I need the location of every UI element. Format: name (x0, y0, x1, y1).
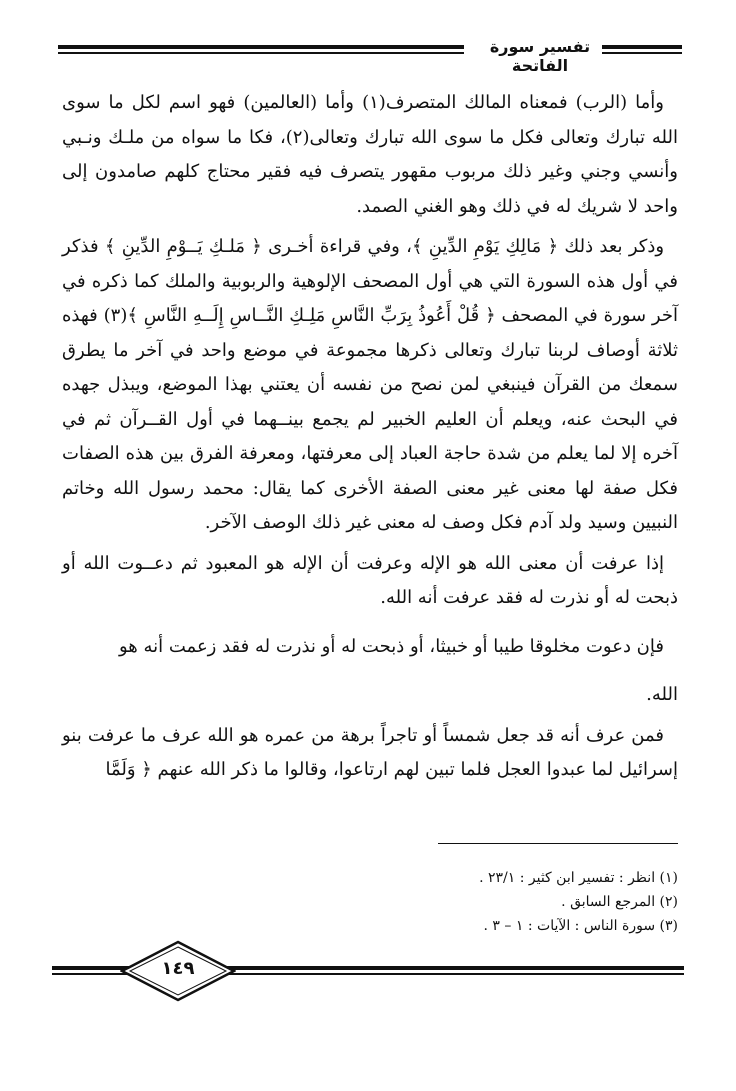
footnote-3: (٣) سورة الناس : الآيات : ١ – ٣ . (483, 918, 678, 934)
paragraph-text: إذا عرفت أن معنى الله هو الإله وعرفت أن الإله هو المعبود ثم دعــوت الله أو ذبحت له أو نذرت له فقد عرفت أنه الله. (62, 552, 678, 608)
header-title: تفسير سورة الفاتحة (489, 37, 591, 75)
header-rule-right (602, 45, 682, 55)
paragraph-israil (62, 719, 678, 788)
page-number: ١٤٩ (161, 958, 195, 979)
paragraph-text: وأما (الرب) فمعناه المالك المتصرف(١) وأما (العالمين) فهو اسم لكل ما سوى الله تبارك وتعالى فكل ما سوى الله تبارك وتعالى(٢)، فكا ما سواه من ملـك ونـبي وأنسي وجني وغير ذلك مربوب مقهور يتصرف فيه فقير محتاج كلهم صامدون إلى واحد لا شريك له في ذلك وهو الغني الصمد. (62, 92, 678, 217)
paragraph-text: وذكر بعد ذلك (558, 236, 665, 257)
paragraph-text: فإن دعوت مخلوقا طيبا أو خبيثا، أو ذبحت له أو نذرت له فقد زعمت أنه هو (118, 635, 664, 657)
running-header (58, 34, 682, 75)
paragraph-dua (62, 630, 678, 713)
header-rule-left (58, 45, 464, 55)
paragraph-text: فذكر في أول هذه السورة التي هي أول المصحف الإلوهية والربوبية والملك كما ذكره في آخر سورة في المصحف (62, 236, 678, 326)
footnote-1: (١) انظر : تفسير ابن كثير : ٢٣/١ . (479, 870, 678, 886)
paragraph-ilah (62, 547, 678, 616)
quran-verse: ﴿ قُلْ أَعُوذُ بِرَبِّ النَّاسِ مَلِـكِ النَّــاسِ إِلَــهِ النَّاسِ ﴾ (127, 305, 496, 326)
quran-verse: ﴿ مَلـكِ يَــوْمِ الدِّينِ ﴾ (104, 236, 262, 257)
quran-verse: ﴿ وَلَمَّا (105, 759, 152, 780)
paragraph-text: فمن عرف أنه قد جعل شمساً أو تاجراً برهة من عمره هو الله عرف ما عرفت بنو إسرائيل لما عبدوا العجل فلما تبين لهم ارتاعوا، وقالوا ما ذكر الله عنهم (62, 724, 678, 780)
page-footer-ornament (52, 940, 684, 1002)
paragraph-text: ، وفي قراءة أخـرى (261, 236, 412, 257)
footnote-separator (438, 843, 678, 844)
page-body (62, 86, 678, 788)
paragraph-text: (٣) فهذه ثلاثة أوصاف لربنا تبارك وتعالى ذكرها مجموعة في موضع واحد في آخر ما يطرق سمعك من القرآن فينبغي لمن نصح من نفسه أن يعتني بهذا الموضع، ويبذل جهده في البحث عنه، ويعلم أن العليم الخبير لم يجمع بينــهما في أول القــرآن ثم في آخره إلا لما يعلم من شدة حاجة العباد إلى معرفتها، ومعرفة الفرق بين هذه الصفات فكل صفة لها معنى غير معنى الصفة الأخرى كما يقال: محمد رسول الله وخاتم النبيين وسيد ولد آدم فكل وصف له معنى غير ذلك الوصف الآخر. (62, 305, 679, 533)
footnotes (278, 866, 678, 938)
paragraph-text-end: الله. (646, 684, 678, 705)
paragraph-rabb (62, 86, 678, 224)
paragraph-malik (62, 230, 678, 541)
quran-verse: ﴿ مَالِكِ يَوْمِ الدِّينِ ﴾ (411, 236, 559, 257)
footnote-2: (٢) المرجع السابق . (561, 894, 678, 910)
